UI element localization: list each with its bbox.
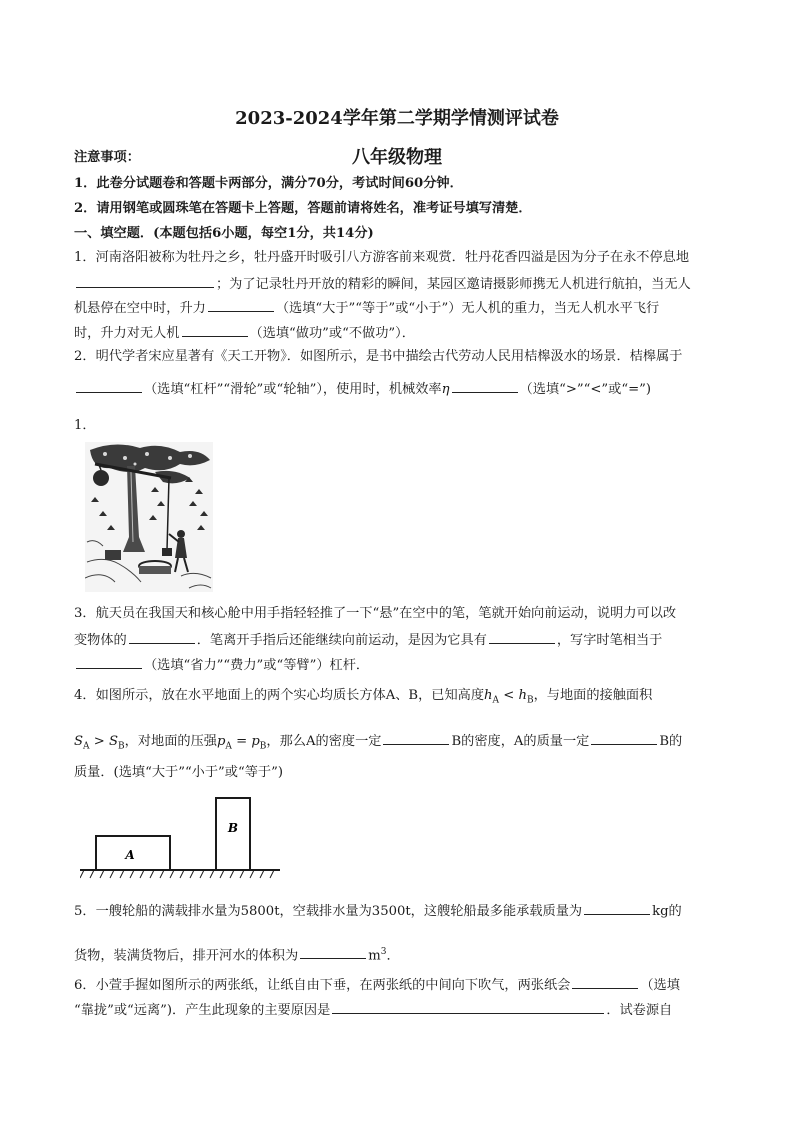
q5-line-2: 货物，装满货物后，排开河水的体积为 $m^3$． [74, 942, 400, 966]
section-fill-in-heading: 一、填空题．(本题包括6小题，每空1分，共14分) [74, 226, 374, 241]
q3-line-2: 变物体的 ．笔离开手指后还能继续向前运动，是因为它具有 ，写字时笔相当于 [74, 629, 662, 651]
q3-line-1: 3．航天员在我国天和核心舱中用手指轻轻推了一下“悬”在空中的笔，笔就开始向前运动，说明力可以改 [74, 606, 677, 621]
q1-blank-3[interactable] [182, 322, 248, 337]
blocks-ab-figure [80, 792, 280, 882]
notice-item-2: 2．请用钢笔或圆珠笔在答题卡上答题，答题前请将姓名，准考证号填写清楚． [74, 201, 532, 216]
q4-line-3: 质量．(选填“大于”“小于”或“等于”) [74, 765, 283, 780]
exam-title: 2023-2024学年第二学期学情测评试卷 [235, 108, 559, 129]
q2-line-1: 2．明代学者宋应星著有《天工开物》．如图所示，是书中描绘古代劳动人民用桔槔汲水的场景．桔槔属于 [74, 349, 683, 364]
q4-blank-2[interactable] [591, 730, 657, 745]
q5-blank-2[interactable] [300, 944, 366, 959]
q1-blank-2[interactable] [208, 297, 274, 312]
q1-blank-1[interactable] [76, 273, 214, 288]
q3-line-3: （选填“省力”“费力”或“等臂”）杠杆． [74, 654, 369, 676]
q6-blank-2[interactable] [332, 999, 604, 1014]
notice-heading: 注意事项： [74, 150, 140, 165]
q1-line-3: 机悬停在空中时，升力 （选填“大于”“等于”或“小于”）无人机的重力，当无人机水平飞行 [74, 297, 659, 319]
q2-blank-2[interactable] [452, 378, 518, 393]
q1-line-2: ；为了记录牡丹开放的精彩的瞬间，某园区邀请摄影师携无人机进行航拍，当无人 [74, 273, 691, 295]
q1-line-4: 时，升力对无人机 （选填“做功”或“不做功”）． [74, 322, 415, 344]
q1-line-1: 1．河南洛阳被称为牡丹之乡，牡丹盛开时吸引八方游客前来观赏．牡丹花香四溢是因为分子在永不停息地 [74, 250, 690, 265]
q6-line-1: 6．小萱手握如图所示的两张纸，让纸自由下垂，在两张纸的中间向下吹气，两张纸会 （选填 [74, 974, 680, 996]
q2-figure-number: 1． [74, 418, 96, 433]
block-b-label: B [227, 821, 239, 835]
q5-blank-1[interactable] [584, 900, 650, 915]
well-sweep-illustration [85, 442, 213, 592]
q2-blank-1[interactable] [76, 378, 142, 393]
exam-subject-title: 八年级物理 [352, 147, 442, 168]
q4-line-2: $S_A > S_B$，对地面的压强$p_A = p_B$，那么A的密度一定 B的密度，A的质量一定 B的 [74, 730, 682, 757]
q6-line-2: “靠拢”或“远离”)．产生此现象的主要原因是 ．试卷源自 [74, 999, 672, 1021]
q3-blank-2[interactable] [489, 629, 555, 644]
q4-blank-1[interactable] [383, 730, 449, 745]
q2-line-2: （选填“杠杆”“滑轮”或“轮轴”），使用时，机械效率η （选填“>”“<”或“=”) [74, 378, 651, 400]
q3-blank-1[interactable] [129, 629, 195, 644]
q5-line-1: 5．一艘轮船的满载排水量为5800t，空载排水量为3500t，这艘轮船最多能承载质量为 kg的 [74, 900, 682, 922]
q6-blank-1[interactable] [572, 974, 638, 989]
notice-item-1: 1．此卷分试题卷和答题卡两部分，满分70分，考试时间60分钟． [74, 176, 463, 191]
block-a-label: A [125, 848, 135, 862]
q4-line-1: 4．如图所示，放在水平地面上的两个实心均质长方体A、B，已知高度$h_A < h_B$，与地面的接触面积 [74, 688, 653, 706]
q3-blank-3[interactable] [76, 654, 142, 669]
